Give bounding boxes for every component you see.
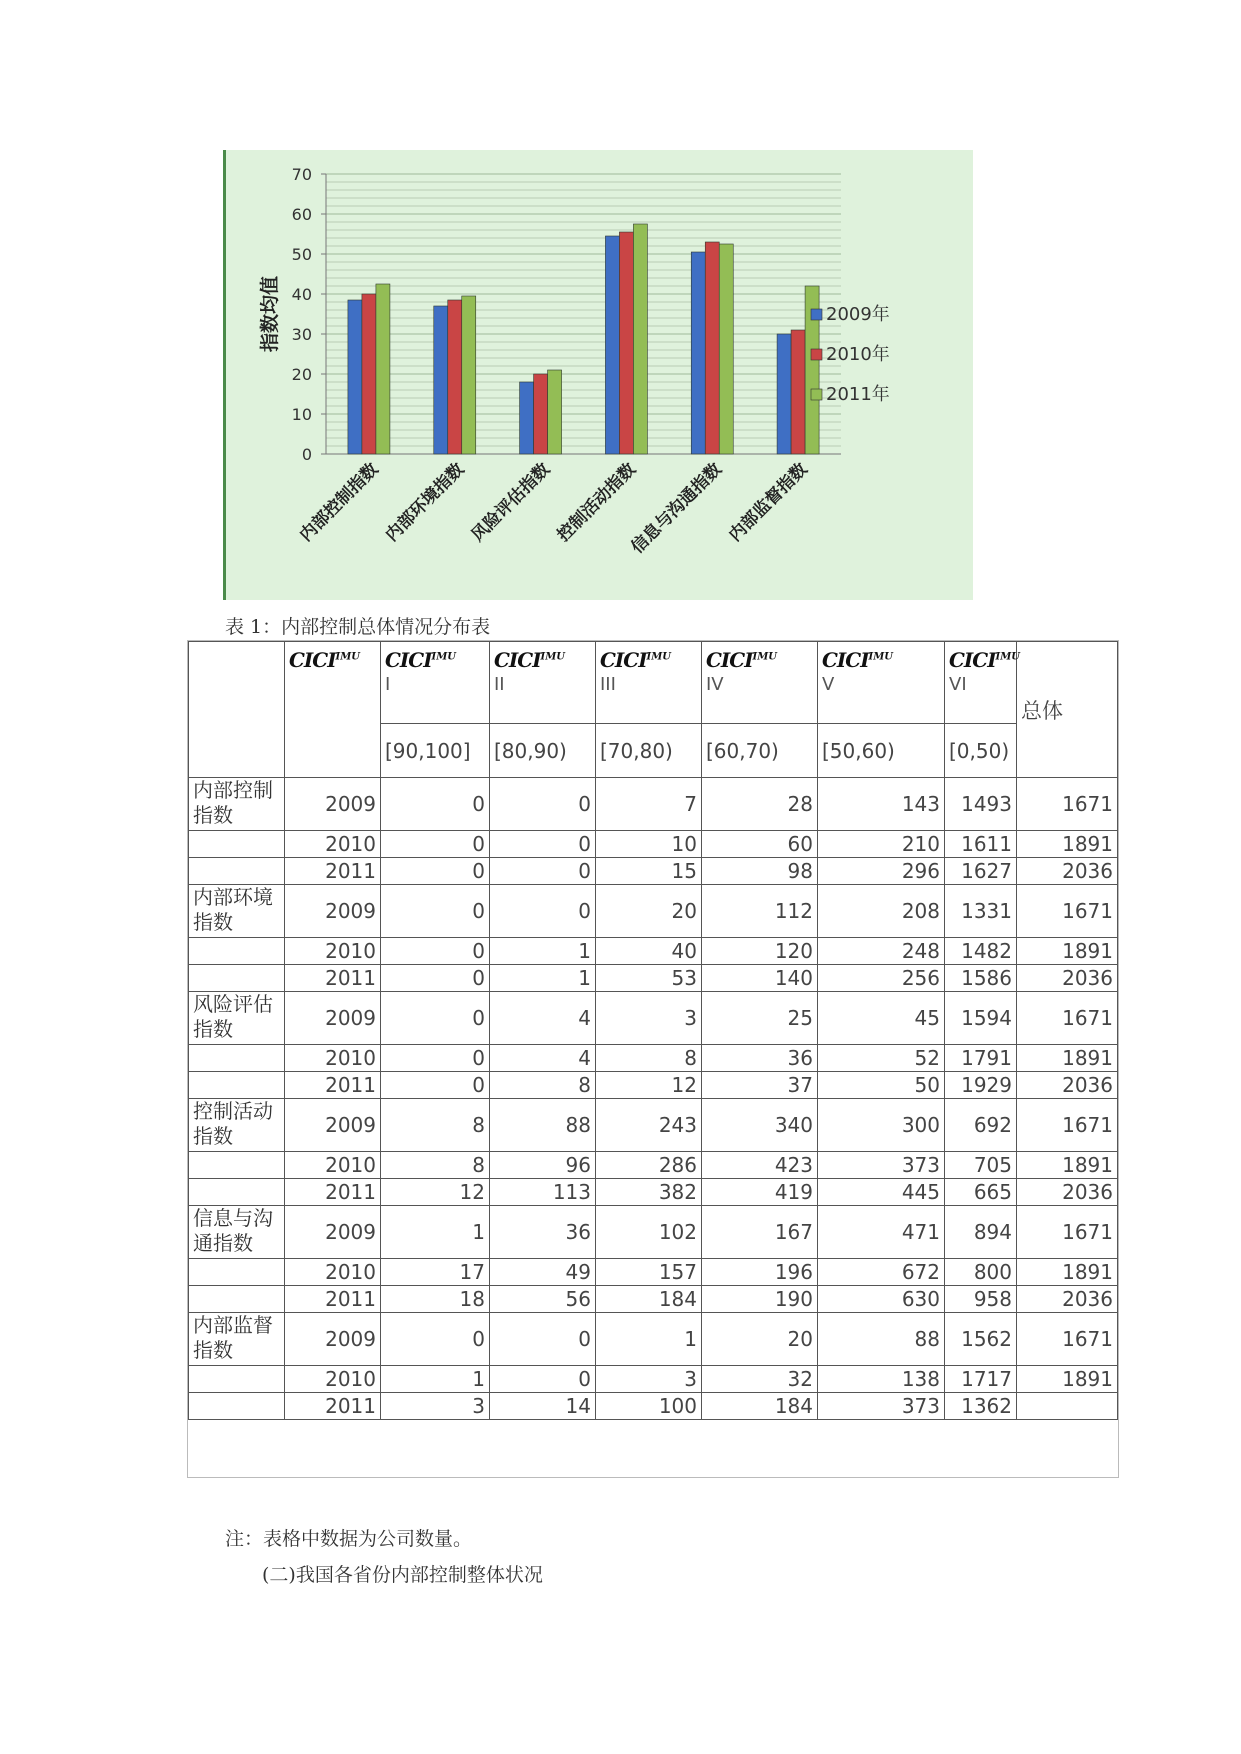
cici-sup: IMU — [540, 651, 566, 663]
count-cell: 14 — [490, 1393, 596, 1420]
table-row — [189, 778, 1118, 831]
count-cell: 102 — [596, 1206, 702, 1259]
count-cell: 10 — [596, 831, 702, 858]
count-cell: 665 — [945, 1179, 1017, 1206]
table-row — [189, 858, 1118, 885]
table-row — [189, 1286, 1118, 1313]
table-row — [189, 885, 1118, 938]
year-cell: 2011 — [285, 858, 381, 885]
index-blank-cell — [189, 1393, 285, 1420]
year-cell: 2011 — [285, 1072, 381, 1099]
year-cell: 2011 — [285, 965, 381, 992]
count-cell: 17 — [381, 1259, 490, 1286]
count-cell — [1017, 1393, 1118, 1420]
cici-label — [385, 648, 485, 672]
count-cell: 300 — [818, 1099, 945, 1152]
count-cell: 1493 — [945, 778, 1017, 831]
count-cell: 88 — [490, 1099, 596, 1152]
count-cell: 1891 — [1017, 1045, 1118, 1072]
count-cell: 8 — [381, 1152, 490, 1179]
count-cell: 382 — [596, 1179, 702, 1206]
count-cell: 0 — [381, 1313, 490, 1366]
count-cell: 157 — [596, 1259, 702, 1286]
count-cell: 630 — [818, 1286, 945, 1313]
y-tick-label: 20 — [291, 365, 312, 384]
y-tick-label: 40 — [291, 285, 312, 304]
count-cell: 1 — [381, 1206, 490, 1259]
count-cell: 3 — [381, 1393, 490, 1420]
year-cell: 2010 — [285, 831, 381, 858]
cici-label — [949, 648, 1021, 672]
count-cell: 705 — [945, 1152, 1017, 1179]
count-cell: 1671 — [1017, 885, 1118, 938]
table-row — [189, 1179, 1118, 1206]
year-cell: 2010 — [285, 1152, 381, 1179]
group-roman: IV — [706, 674, 724, 695]
index-blank-cell — [189, 1286, 285, 1313]
cici-label — [289, 648, 376, 672]
index-blank-cell — [189, 831, 285, 858]
count-cell: 8 — [596, 1045, 702, 1072]
year-cell: 2011 — [285, 1393, 381, 1420]
x-tick-label: 内部监督指数 — [725, 459, 812, 546]
table-row — [189, 992, 1118, 1045]
count-cell: 100 — [596, 1393, 702, 1420]
count-cell: 184 — [702, 1393, 818, 1420]
legend-swatch — [811, 309, 822, 320]
bar-2011年-内部环境指数 — [462, 296, 476, 454]
count-cell: 167 — [702, 1206, 818, 1259]
legend-label: 2010年 — [826, 344, 890, 365]
count-cell: 36 — [702, 1045, 818, 1072]
index-name-cell: 内部监督指数 — [189, 1313, 285, 1366]
count-cell: 12 — [381, 1179, 490, 1206]
y-tick-label: 30 — [291, 325, 312, 344]
count-cell: 12 — [596, 1072, 702, 1099]
x-tick-label: 内部环境指数 — [382, 459, 469, 546]
bar-2010年-风险评估指数 — [534, 374, 548, 454]
count-cell: 140 — [702, 965, 818, 992]
count-cell: 0 — [381, 778, 490, 831]
index-blank-cell — [189, 938, 285, 965]
count-cell: 112 — [702, 885, 818, 938]
count-cell: 0 — [490, 1366, 596, 1393]
y-tick-label: 0 — [301, 445, 312, 464]
cici-label — [706, 648, 813, 672]
count-cell: 0 — [381, 1045, 490, 1072]
bar-2010年-控制活动指数 — [619, 232, 633, 454]
legend-label: 2011年 — [826, 384, 890, 405]
count-cell: 196 — [702, 1259, 818, 1286]
distribution-table — [187, 640, 1119, 1478]
header-total: 总体 — [1017, 642, 1118, 778]
index-name-cell: 信息与沟通指数 — [189, 1206, 285, 1259]
bar-2011年-控制活动指数 — [633, 224, 647, 454]
count-cell: 143 — [818, 778, 945, 831]
section-heading: (二)我国各省份内部控制整体状况 — [262, 1564, 543, 1586]
count-cell: 8 — [490, 1072, 596, 1099]
index-name-cell: 内部控制指数 — [189, 778, 285, 831]
count-cell: 296 — [818, 858, 945, 885]
count-cell: 8 — [381, 1099, 490, 1152]
table-row — [189, 1072, 1118, 1099]
table-row — [189, 1366, 1118, 1393]
range-cell: [90,100] — [381, 724, 490, 778]
count-cell: 248 — [818, 938, 945, 965]
table-row — [189, 831, 1118, 858]
cici-text: CICI — [822, 648, 869, 672]
header-group-2 — [490, 642, 596, 724]
table-empty-row — [189, 1420, 1118, 1469]
bar-2010年-信息与沟通指数 — [705, 242, 719, 454]
count-cell: 1671 — [1017, 778, 1118, 831]
table-caption: 表 1：内部控制总体情况分布表 — [225, 616, 491, 638]
count-cell: 18 — [381, 1286, 490, 1313]
bar-2011年-信息与沟通指数 — [719, 244, 733, 454]
x-tick-label: 风险评估指数 — [467, 459, 555, 546]
index-blank-cell — [189, 1072, 285, 1099]
cici-label — [822, 648, 940, 672]
count-cell: 1891 — [1017, 1259, 1118, 1286]
count-cell: 0 — [381, 885, 490, 938]
table-row — [189, 1152, 1118, 1179]
count-cell: 1586 — [945, 965, 1017, 992]
year-cell: 2010 — [285, 1366, 381, 1393]
cici-label — [600, 648, 697, 672]
count-cell: 2036 — [1017, 965, 1118, 992]
cici-text: CICI — [949, 648, 996, 672]
count-cell: 800 — [945, 1259, 1017, 1286]
header-row — [189, 642, 1118, 724]
year-cell: 2011 — [285, 1179, 381, 1206]
count-cell: 3 — [596, 1366, 702, 1393]
bar-2010年-内部控制指数 — [362, 294, 376, 454]
count-cell: 60 — [702, 831, 818, 858]
count-cell: 1717 — [945, 1366, 1017, 1393]
count-cell: 692 — [945, 1099, 1017, 1152]
year-cell: 2009 — [285, 1099, 381, 1152]
x-tick-label: 内部控制指数 — [296, 459, 383, 546]
year-cell: 2010 — [285, 1259, 381, 1286]
count-cell: 1671 — [1017, 992, 1118, 1045]
table-row — [189, 1313, 1118, 1366]
bar-2009年-内部监督指数 — [777, 334, 791, 454]
count-cell: 15 — [596, 858, 702, 885]
cici-sup: IMU — [868, 651, 894, 663]
count-cell: 958 — [945, 1286, 1017, 1313]
empty-cell — [189, 1420, 1017, 1469]
range-cell: [70,80) — [596, 724, 702, 778]
header-group-3 — [596, 642, 702, 724]
year-cell: 2010 — [285, 938, 381, 965]
count-cell: 1 — [596, 1313, 702, 1366]
count-cell: 1482 — [945, 938, 1017, 965]
count-cell: 1791 — [945, 1045, 1017, 1072]
bar-2010年-内部环境指数 — [448, 300, 462, 454]
count-cell: 2036 — [1017, 858, 1118, 885]
range-cell: [50,60) — [818, 724, 945, 778]
count-cell: 52 — [818, 1045, 945, 1072]
cici-sup: IMU — [646, 651, 672, 663]
count-cell: 445 — [818, 1179, 945, 1206]
table-row — [189, 938, 1118, 965]
bar-2011年-风险评估指数 — [548, 370, 562, 454]
count-cell: 36 — [490, 1206, 596, 1259]
table-row — [189, 1393, 1118, 1420]
range-cell: [60,70) — [702, 724, 818, 778]
count-cell: 1671 — [1017, 1206, 1118, 1259]
bar-2009年-风险评估指数 — [520, 382, 534, 454]
cici-sup: IMU — [335, 651, 361, 663]
index-blank-cell — [189, 1179, 285, 1206]
count-cell: 40 — [596, 938, 702, 965]
count-cell: 0 — [381, 1072, 490, 1099]
year-cell: 2009 — [285, 778, 381, 831]
header-group-5 — [818, 642, 945, 724]
count-cell: 894 — [945, 1206, 1017, 1259]
cici-text: CICI — [494, 648, 541, 672]
count-cell: 56 — [490, 1286, 596, 1313]
count-cell: 190 — [702, 1286, 818, 1313]
index-blank-cell — [189, 1259, 285, 1286]
count-cell: 2036 — [1017, 1072, 1118, 1099]
header-cici-cell — [285, 642, 381, 778]
bar-2010年-内部监督指数 — [791, 330, 805, 454]
y-tick-label: 60 — [291, 205, 312, 224]
count-cell: 1362 — [945, 1393, 1017, 1420]
legend-label: 2009年 — [826, 304, 890, 325]
legend-swatch — [811, 349, 822, 360]
count-cell: 4 — [490, 992, 596, 1045]
range-cell: [80,90) — [490, 724, 596, 778]
group-roman: V — [822, 674, 835, 695]
count-cell: 0 — [381, 992, 490, 1045]
table-row — [189, 1045, 1118, 1072]
header-group-6 — [945, 642, 1021, 724]
table-row — [189, 1099, 1118, 1152]
y-tick-label: 10 — [291, 405, 312, 424]
count-cell: 88 — [818, 1313, 945, 1366]
count-cell: 3 — [596, 992, 702, 1045]
table-row — [189, 1206, 1118, 1259]
group-roman: II — [494, 674, 505, 695]
count-cell: 423 — [702, 1152, 818, 1179]
count-cell: 1 — [381, 1366, 490, 1393]
cici-label — [494, 648, 591, 672]
count-cell: 20 — [596, 885, 702, 938]
cici-sup: IMU — [995, 651, 1021, 663]
count-cell: 1562 — [945, 1313, 1017, 1366]
year-cell: 2009 — [285, 992, 381, 1045]
index-blank-cell — [189, 965, 285, 992]
count-cell: 1627 — [945, 858, 1017, 885]
count-cell: 45 — [818, 992, 945, 1045]
bar-2009年-内部控制指数 — [348, 300, 362, 454]
group-roman: III — [600, 674, 616, 695]
count-cell: 0 — [490, 858, 596, 885]
count-cell: 0 — [490, 831, 596, 858]
index-blank-cell — [189, 1045, 285, 1072]
count-cell: 286 — [596, 1152, 702, 1179]
year-cell: 2009 — [285, 885, 381, 938]
group-roman: I — [385, 674, 391, 695]
count-cell: 20 — [702, 1313, 818, 1366]
bar-2009年-内部环境指数 — [434, 306, 448, 454]
count-cell: 419 — [702, 1179, 818, 1206]
year-cell: 2009 — [285, 1313, 381, 1366]
bar-2009年-信息与沟通指数 — [691, 252, 705, 454]
y-tick-label: 50 — [291, 245, 312, 264]
count-cell: 50 — [818, 1072, 945, 1099]
count-cell: 1594 — [945, 992, 1017, 1045]
count-cell: 672 — [818, 1259, 945, 1286]
count-cell: 1891 — [1017, 938, 1118, 965]
count-cell: 0 — [381, 831, 490, 858]
count-cell: 1611 — [945, 831, 1017, 858]
count-cell: 0 — [381, 965, 490, 992]
cici-text: CICI — [600, 648, 647, 672]
count-cell: 2036 — [1017, 1286, 1118, 1313]
count-cell: 1891 — [1017, 831, 1118, 858]
index-blank-cell — [189, 858, 285, 885]
y-axis-title: 指数均值 — [259, 275, 281, 353]
count-cell: 210 — [818, 831, 945, 858]
count-cell: 471 — [818, 1206, 945, 1259]
count-cell: 7 — [596, 778, 702, 831]
header-blank-cell — [189, 642, 285, 778]
cici-text: CICI — [385, 648, 432, 672]
count-cell: 53 — [596, 965, 702, 992]
count-cell: 120 — [702, 938, 818, 965]
count-cell: 184 — [596, 1286, 702, 1313]
count-cell: 138 — [818, 1366, 945, 1393]
count-cell: 2036 — [1017, 1179, 1118, 1206]
count-cell: 373 — [818, 1393, 945, 1420]
count-cell: 340 — [702, 1099, 818, 1152]
table-row — [189, 965, 1118, 992]
cici-sup: IMU — [752, 651, 778, 663]
bar-2009年-控制活动指数 — [605, 236, 619, 454]
count-cell: 49 — [490, 1259, 596, 1286]
count-cell: 0 — [490, 778, 596, 831]
count-cell: 4 — [490, 1045, 596, 1072]
x-tick-label: 信息与沟通指数 — [627, 459, 726, 558]
group-roman: VI — [949, 674, 967, 695]
year-cell: 2009 — [285, 1206, 381, 1259]
index-name-cell: 内部环境指数 — [189, 885, 285, 938]
count-cell: 1331 — [945, 885, 1017, 938]
index-blank-cell — [189, 1152, 285, 1179]
bar-2011年-内部控制指数 — [376, 284, 390, 454]
count-cell: 1 — [490, 965, 596, 992]
count-cell: 0 — [381, 858, 490, 885]
count-cell: 373 — [818, 1152, 945, 1179]
count-cell: 28 — [702, 778, 818, 831]
count-cell: 1671 — [1017, 1099, 1118, 1152]
table-row — [189, 1259, 1118, 1286]
count-cell: 32 — [702, 1366, 818, 1393]
index-blank-cell — [189, 1366, 285, 1393]
count-cell: 208 — [818, 885, 945, 938]
count-cell: 1671 — [1017, 1313, 1118, 1366]
count-cell: 0 — [490, 1313, 596, 1366]
bar-chart-svg — [226, 150, 973, 600]
x-tick-label: 控制活动指数 — [553, 459, 640, 546]
count-cell: 1891 — [1017, 1366, 1118, 1393]
cici-sup: IMU — [431, 651, 457, 663]
count-cell: 25 — [702, 992, 818, 1045]
header-group-1 — [381, 642, 490, 724]
cici-text: CICI — [706, 648, 753, 672]
count-cell: 0 — [381, 938, 490, 965]
bar-chart — [223, 150, 973, 600]
count-cell: 256 — [818, 965, 945, 992]
y-tick-label: 70 — [291, 165, 312, 184]
index-name-cell: 风险评估指数 — [189, 992, 285, 1045]
header-group-4 — [702, 642, 818, 724]
range-cell: [0,50) — [945, 724, 1017, 778]
legend-swatch — [811, 389, 822, 400]
year-cell: 2011 — [285, 1286, 381, 1313]
count-cell: 1929 — [945, 1072, 1017, 1099]
count-cell: 243 — [596, 1099, 702, 1152]
table-note: 注：表格中数据为公司数量。 — [225, 1528, 473, 1550]
count-cell: 0 — [490, 885, 596, 938]
count-cell: 96 — [490, 1152, 596, 1179]
count-cell: 1891 — [1017, 1152, 1118, 1179]
index-name-cell: 控制活动指数 — [189, 1099, 285, 1152]
count-cell: 1 — [490, 938, 596, 965]
count-cell: 113 — [490, 1179, 596, 1206]
count-cell: 37 — [702, 1072, 818, 1099]
year-cell: 2010 — [285, 1045, 381, 1072]
count-cell: 98 — [702, 858, 818, 885]
cici-text: CICI — [289, 648, 336, 672]
